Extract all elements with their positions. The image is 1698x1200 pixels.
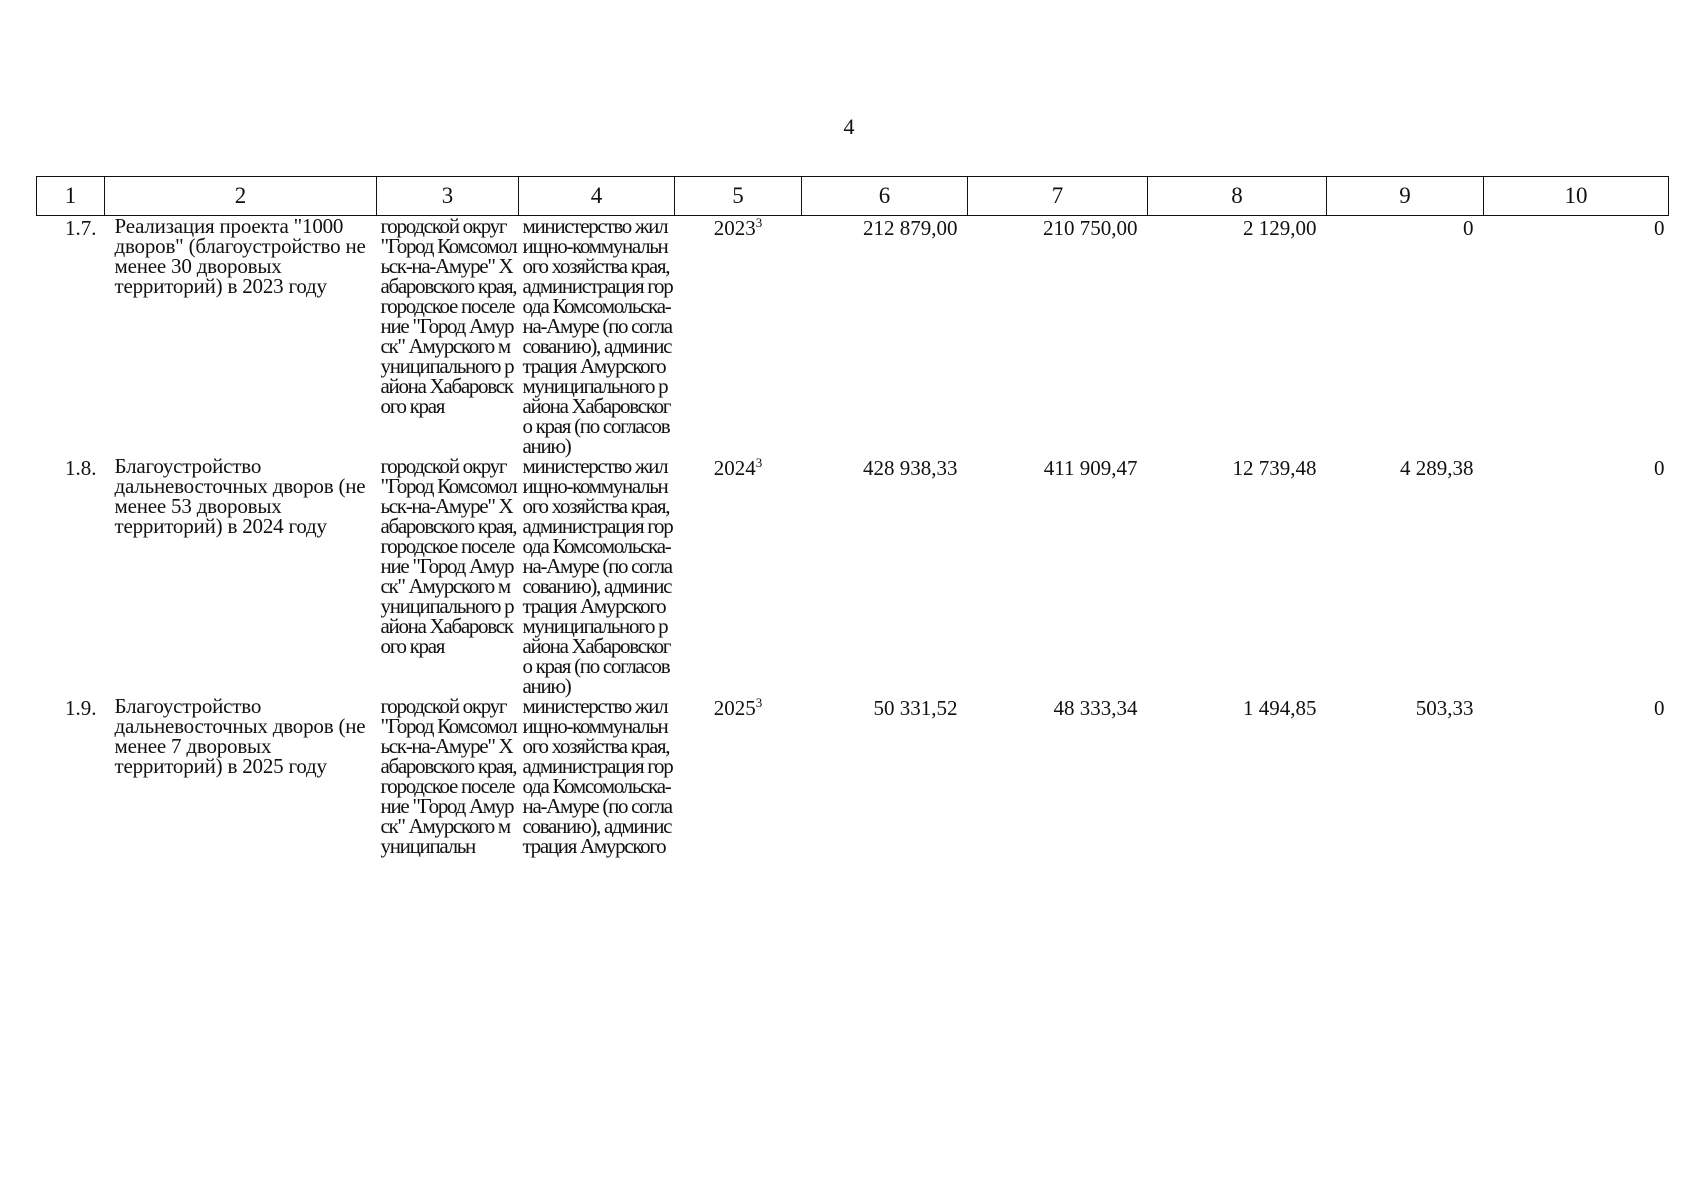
budget-table	[36, 176, 1669, 856]
activity-name: Благоустройство дальневосточных дворов (не менее 53 дворовых территорий) в 2024 году	[114, 454, 366, 538]
page-number: 4	[843, 114, 855, 139]
municipality-cell: городской округ "Город Комсомольск-на-Амуре" Хабаровского края, городское поселение "Город Амурск" Амурского муниципального района Хабаровского края	[380, 454, 517, 658]
header-col-9: 9	[1327, 177, 1484, 216]
activity-name: Реализация проекта "1000 дворов" (благоустройство не менее 30 дворовых территорий) в 2023 году	[114, 214, 366, 298]
header-col-7: 7	[968, 177, 1148, 216]
other-amount: 0	[1654, 696, 1665, 720]
table-row	[37, 216, 1669, 457]
table-row	[37, 696, 1669, 856]
header-col-3: 3	[377, 177, 519, 216]
total-amount: 428 938,33	[863, 456, 958, 480]
year-footnote: 3	[755, 215, 763, 230]
header-col-2: 2	[105, 177, 377, 216]
responsible-cell: министерство жилищно-коммунального хозяйства края, администрация города Комсомольска-на-Амуре (по согласованию), администрация Амурского муниципального района Хабаровского края (по согласованию)	[522, 214, 673, 458]
activity-name: Благоустройство дальневосточных дворов (не менее 7 дворовых территорий) в 2025 году	[114, 694, 366, 778]
year-value: 2025	[713, 696, 756, 720]
responsible-cell: министерство жилищно-коммунального хозяйства края, администрация города Комсомольска-на-Амуре (по согласованию), администрация Амурского	[522, 694, 673, 858]
municipality-cell: городской округ "Город Комсомольск-на-Амуре" Хабаровского края, городское поселение "Город Амурск" Амурского муниципальн	[380, 694, 517, 858]
header-col-5: 5	[675, 177, 802, 216]
local-amount: 0	[1463, 216, 1474, 240]
federal-amount: 48 333,34	[1053, 696, 1138, 720]
federal-amount: 210 750,00	[1043, 216, 1138, 240]
year-cell	[675, 216, 802, 457]
header-row	[37, 177, 1669, 216]
year-value: 2024	[713, 456, 756, 480]
responsible-cell: министерство жилищно-коммунального хозяйства края, администрация города Комсомольска-на-Амуре (по согласованию), администрация Амурского муниципального района Хабаровского края (по согласованию)	[522, 454, 673, 698]
regional-amount: 12 739,48	[1232, 456, 1317, 480]
header-col-8: 8	[1148, 177, 1327, 216]
other-amount: 0	[1654, 216, 1665, 240]
year-value: 2023	[713, 216, 756, 240]
total-amount: 212 879,00	[863, 216, 958, 240]
municipality-cell: городской округ "Город Комсомольск-на-Амуре" Хабаровского края, городское поселение "Город Амурск" Амурского муниципального района Хабаровского края	[380, 214, 517, 418]
local-amount: 4 289,38	[1400, 456, 1474, 480]
year-footnote: 3	[755, 455, 763, 470]
header-col-10: 10	[1484, 177, 1669, 216]
header-col-4: 4	[519, 177, 675, 216]
local-amount: 503,33	[1415, 696, 1474, 720]
header-col-1: 1	[37, 177, 105, 216]
year-footnote: 3	[755, 695, 763, 710]
table-row	[37, 456, 1669, 696]
year-cell	[675, 456, 802, 696]
year-cell	[675, 696, 802, 856]
row-number: 1.8.	[65, 456, 97, 480]
header-col-6: 6	[802, 177, 968, 216]
total-amount: 50 331,52	[873, 696, 958, 720]
regional-amount: 1 494,85	[1243, 696, 1317, 720]
row-number: 1.9.	[65, 696, 97, 720]
regional-amount: 2 129,00	[1243, 216, 1317, 240]
federal-amount: 411 909,47	[1043, 456, 1138, 480]
other-amount: 0	[1654, 456, 1665, 480]
row-number: 1.7.	[65, 216, 97, 240]
